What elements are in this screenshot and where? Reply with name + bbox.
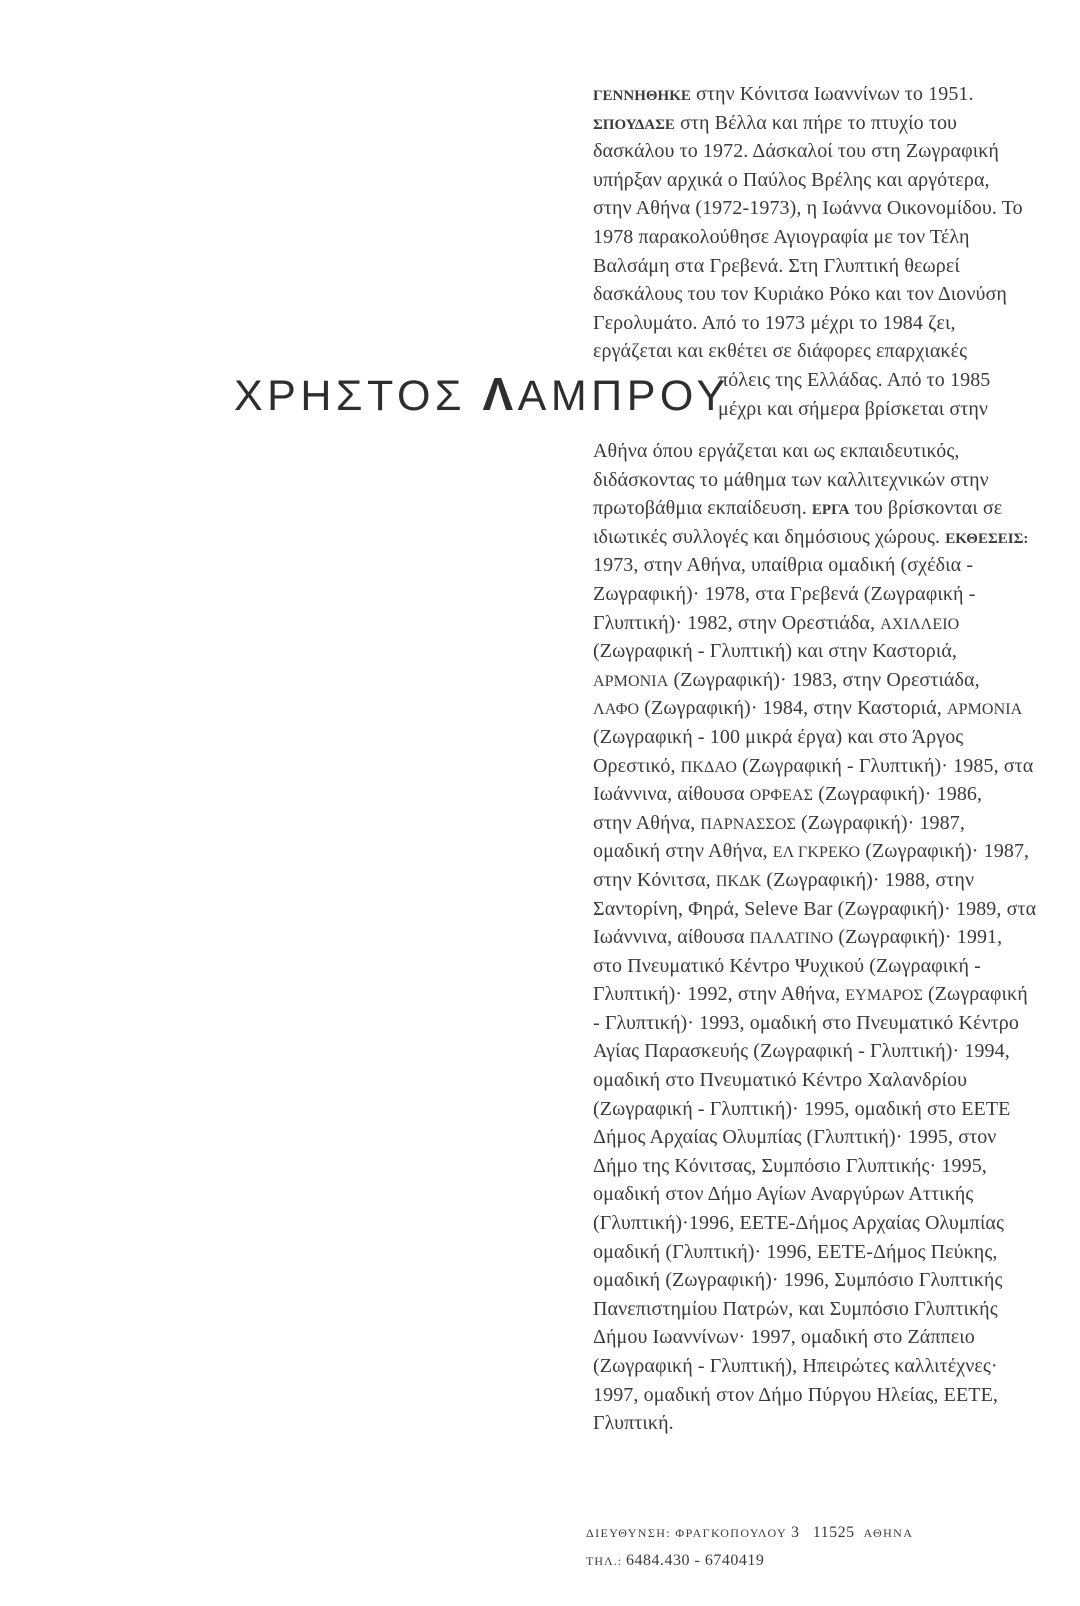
venue-name: ΟΡΦΕΑΣ — [749, 787, 814, 805]
keyword-exhibitions: ΕΚΘΕΣΕΙΣ: — [945, 530, 1029, 547]
bio-line: Ιωάννινα, αίθουσα ΠΑΛΑΤΙΝΟ (Ζωγραφική)· 1991, — [593, 926, 1003, 949]
bio-line: εργάζεται και εκθέτει σε διάφορες επαρχιακές — [593, 340, 968, 363]
bio-line: Γερολυμάτο. Από το 1973 μέχρι το 1984 ζει, — [593, 311, 956, 334]
keyword-studied: ΣΠΟΥΔΑΣΕ — [593, 116, 675, 133]
bio-line: Ιωάννινα, αίθουσα ΟΡΦΕΑΣ (Ζωγραφική)· 1986, — [593, 783, 983, 806]
bio-line: μέχρι και σήμερα βρίσκεται στην — [718, 397, 989, 420]
bio-line: ομαδική στον Δήμο Αγίων Αναργύρων Αττικής — [593, 1183, 974, 1206]
venue-name: ΠΑΛΑΤΙΝΟ — [749, 930, 834, 948]
bio-line: στην Αθήνα (1972-1973), η Ιωάννα Οικονομίδου. Το — [593, 197, 1023, 220]
bio-line: Σαντορίνη, Φηρά, Seleve Bar (Ζωγραφική)· 1989, στα — [593, 897, 1037, 920]
bio-line: (Ζωγραφική - 100 μικρά έργα) και στο Άργος — [593, 725, 964, 748]
phone-label: ΤΗΛ.: — [586, 1554, 627, 1568]
bio-line: πρωτοβάθμια εκπαίδευση. ΕΡΓΑ του βρίσκονται σε — [593, 497, 1003, 520]
bio-line: ομαδική στο Πνευματικό Κέντρο Χαλανδρίου — [593, 1069, 968, 1092]
venue-name: ΑΡΜΟΝΙΑ — [946, 701, 1023, 719]
bio-line: Γλυπτική)· 1982, στην Ορεστιάδα, ΑΧΙΛΛΕΙΟ — [593, 611, 960, 634]
keyword-born: ΓΕΝΝΗΘΗΚΕ — [593, 88, 691, 104]
postcode: 11525 — [812, 1524, 855, 1541]
keyword-works: ΕΡΓΑ — [811, 502, 850, 519]
bio-line: δασκάλους του τον Κυριάκο Ρόκο και τον Διονύση — [593, 283, 1007, 306]
bio-line: Ορεστικό, ΠΚΔΑΟ (Ζωγραφική - Γλυπτική)· 1985, στα — [593, 754, 1034, 777]
last-name-initial: Λ — [482, 368, 518, 420]
bio-line: ομαδική (Γλυπτική)· 1996, ΕΕΤΕ-Δήμος Πεύκης, — [593, 1240, 998, 1263]
bio-line: στην Κόνιτσα, ΠΚΔΚ (Ζωγραφική)· 1988, στην — [593, 868, 975, 891]
venue-name: ΕΛ ΓΚΡΕΚΟ — [772, 844, 861, 862]
bio-line: Δήμο της Κόνιτσας, Συμπόσιο Γλυπτικής· 1995, — [593, 1154, 987, 1177]
bio-line: Γλυπτική)· 1992, στην Αθήνα, ΕΥΜΑΡΟΣ (Ζωγραφική — [593, 983, 1028, 1006]
bio-line: διδάσκοντας το μάθημα των καλλιτεχνικών στην — [593, 468, 989, 491]
venue-name: ΕΥΜΑΡΟΣ — [845, 987, 923, 1005]
bio-line: ιδιωτικές συλλογές και δημόσιους χώρους. ΕΚΘΕΣΕΙΣ: — [593, 525, 1029, 548]
bio-line: Δήμος Αρχαίας Ολυμπίας (Γλυπτική)· 1995, στον — [593, 1126, 997, 1149]
bio-line: υπήρξαν αρχικά ο Παύλος Βρέλης και αργότερα, — [593, 168, 990, 191]
bio-line: στο Πνευματικό Κέντρο Ψυχικού (Ζωγραφική - — [593, 954, 981, 977]
bio-line: πόλεις της Ελλάδας. Από το 1985 — [718, 368, 991, 391]
bio-line: Ζωγραφική)· 1978, στα Γρεβενά (Ζωγραφική - — [593, 582, 976, 605]
bio-line: Αγίας Παρασκευής (Ζωγραφική - Γλυπτική)· 1994, — [593, 1040, 1010, 1063]
venue-name: ΠΚΔΚ — [715, 872, 762, 890]
bio-line: (Ζωγραφική - Γλυπτική)· 1995, ομαδική στο ΕΕΤΕ — [593, 1097, 1011, 1120]
contact-phone — [586, 1552, 764, 1570]
address-label: ΔΙΕΥΘΥΝΣΗ: ΦΡΑΓΚΟΠΟΥΛΟΥ — [586, 1526, 792, 1540]
artist-name — [234, 368, 730, 422]
bio-line: Αθήνα όπου εργάζεται και ως εκπαιδευτικός, — [593, 440, 960, 462]
artist-last-name: ΛΑΜΠΡΟΥ — [482, 368, 730, 420]
bio-line: Γλυπτική. — [593, 1412, 674, 1435]
bio-line: 1997, ομαδική στον Δήμο Πύργου Ηλείας, ΕΕΤΕ, — [593, 1383, 998, 1406]
bio-line: 1973, στην Αθήνα, υπαίθρια ομαδική (σχέδια - — [593, 554, 974, 577]
bio-line: - Γλυπτική)· 1993, ομαδική στο Πνευματικό Κέντρο — [593, 1011, 1019, 1034]
bio-line: (Γλυπτική)·1996, ΕΕΤΕ-Δήμος Αρχαίας Ολυμπίας — [593, 1212, 1005, 1235]
venue-name: ΑΧΙΛΛΕΙΟ — [880, 615, 960, 633]
bio-line: ΣΠΟΥΔΑΣΕ στη Βέλλα και πήρε το πτυχίο του — [593, 111, 958, 134]
bio-line: στην Αθήνα, ΠΑΡΝΑΣΣΟΣ (Ζωγραφική)· 1987, — [593, 811, 965, 834]
bio-line: 1978 παρακολούθησε Αγιογραφία με τον Τέλη — [593, 225, 970, 248]
phone-numbers: 6484.430 - 6740419 — [626, 1552, 765, 1569]
bio-line: Βαλσάμη στα Γρεβενά. Στη Γλυπτική θεωρεί — [593, 254, 960, 277]
bio-line: Πανεπιστημίου Πατρών, και Συμπόσιο Γλυπτικής — [593, 1297, 998, 1320]
city: ΑΘΗΝΑ — [863, 1526, 914, 1540]
venue-name: ΛΑΦΟ — [593, 701, 640, 719]
biography-text-bottom — [593, 437, 1037, 1438]
bio-line: ομαδική στην Αθήνα, ΕΛ ΓΚΡΕΚΟ (Ζωγραφική)· 1987, — [593, 840, 1030, 863]
bio-line: δασκάλου το 1972. Δάσκαλοί του στη Ζωγραφική — [593, 140, 999, 163]
bio-line: (Ζωγραφική - Γλυπτική) και στην Καστοριά, — [593, 640, 957, 663]
contact-address — [586, 1524, 913, 1542]
bio-line: ΛΑΦΟ (Ζωγραφική)· 1984, στην Καστοριά, ΑΡΜΟΝΙΑ — [593, 697, 1023, 720]
bio-line: ΑΡΜΟΝΙΑ (Ζωγραφική)· 1983, στην Ορεστιάδα, — [593, 668, 980, 691]
address-number: 3 — [791, 1524, 800, 1541]
bio-line: Δήμου Ιωαννίνων· 1997, ομαδική στο Ζάππειο — [593, 1326, 975, 1349]
bio-line: ΓΕΝΝΗΘΗΚΕ στην Κόνιτσα Ιωαννίνων το 1951. — [593, 83, 974, 105]
venue-name: ΑΡΜΟΝΙΑ — [593, 672, 669, 690]
artist-first-name: ΧΡΗΣΤΟΣ — [234, 372, 467, 420]
bio-line: ομαδική (Ζωγραφική)· 1996, Συμπόσιο Γλυπτικής — [593, 1269, 1003, 1292]
venue-name: ΠΚΔΑΟ — [680, 758, 738, 776]
bio-line: (Ζωγραφική - Γλυπτική), Ηπειρώτες καλλιτέχνες· — [593, 1355, 998, 1377]
venue-name: ΠΑΡΝΑΣΣΟΣ — [700, 815, 796, 833]
